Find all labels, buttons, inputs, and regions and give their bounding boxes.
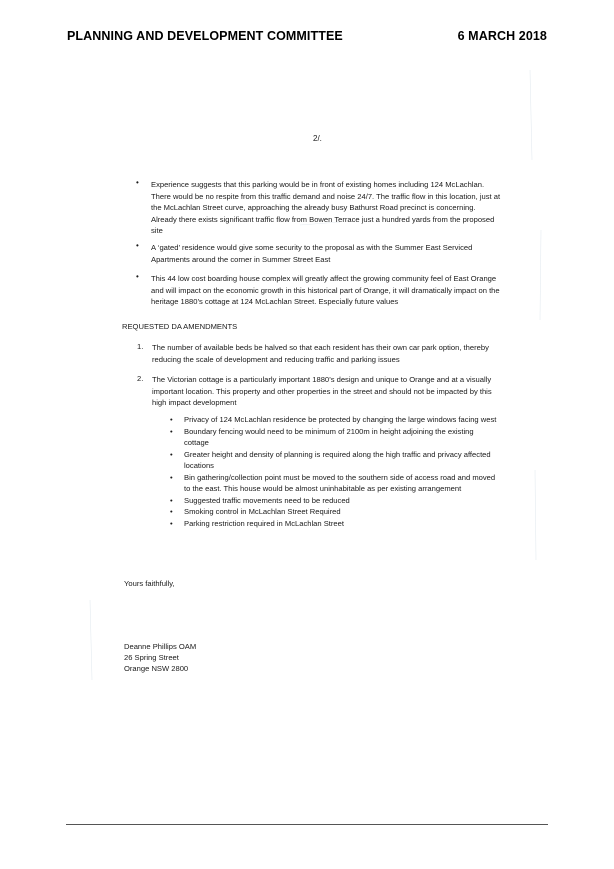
amendment-number: 1. <box>137 342 144 351</box>
list-item <box>170 449 500 472</box>
signatory-name: Deanne Phillips OAM <box>124 642 197 651</box>
committee-title: PLANNING AND DEVELOPMENT COMMITTEE <box>67 29 343 43</box>
list-item <box>170 495 500 507</box>
list-item <box>170 506 500 518</box>
footer-rule <box>66 824 548 825</box>
bullet-dot: • <box>170 495 173 505</box>
bullet-dot: • <box>136 241 139 250</box>
meeting-date: 6 MARCH 2018 <box>457 29 547 43</box>
amendment-text: The Victorian cottage is a particularly important 1880’s design and unique to Orange and at a visually important location. This property and other properties in the street and should not be impacted by this high impact development <box>152 375 492 407</box>
list-item <box>170 414 500 426</box>
bullet-dot: • <box>170 426 173 436</box>
list-item-text: Privacy of 124 McLachlan residence be protected by changing the large windows facing west <box>184 415 497 424</box>
list-item-text: Bin gathering/collection point must be moved to the southern side of access road and moved to the east. This house would be almost uninhabitable as per existing arrangement <box>184 472 496 493</box>
signatory-address-line-1: 26 Spring Street <box>124 653 179 662</box>
list-item-text: Greater height and density of planning is required along the high traffic and privacy affected locations <box>184 449 491 470</box>
list-item <box>170 426 500 449</box>
bullet-text: A ‘gated’ residence would give some security to the proposal as with the Summer East Serviced Apartments around the corner in Summer Street East <box>151 243 473 264</box>
list-item <box>170 518 500 530</box>
list-item-text: Smoking control in McLachlan Street Required <box>184 507 341 516</box>
bullet-text: This 44 low cost boarding house complex will greatly affect the growing community feel of East Orange and will impact on the economic growth in this historical part of Orange, it will dramatically impact on the heritage 1880’s cottage at 124 McLachlan Street. Especially future values <box>151 274 500 306</box>
list-item-text: Suggested traffic movements need to be reduced <box>184 495 350 505</box>
bullet-dot: • <box>170 415 173 424</box>
amendment-text: The number of available beds be halved so that each resident has their own car park option, thereby reducing the scale of development and reducing traffic and parking issues <box>152 343 489 364</box>
closing-line: Yours faithfully, <box>124 579 175 588</box>
list-item-text: Boundary fencing would need to be minimum of 2100m in height adjoining the existing cottage <box>184 426 474 447</box>
list-item <box>170 472 500 495</box>
bullet-text: Experience suggests that this parking would be in front of existing homes including 124 McLachlan. There would be no respite from this traffic demand and noise 24/7. The traffic flow in this location, just at the McLachlan Street curve, approaching the already busy Bathurst Road precinct is concerning. Already there exists significant traffic flow from Bowen Terrace just a hundred yards from the proposed site <box>151 180 501 235</box>
amendment-sub-list <box>170 414 500 529</box>
bullet-dot: • <box>136 272 139 281</box>
list-item-text: Parking restriction required in McLachlan Street <box>184 518 344 528</box>
bullet-dot: • <box>170 449 173 459</box>
bullet-dot: • <box>170 472 173 482</box>
amendment-number: 2. <box>137 374 144 383</box>
signatory-address-line-2: Orange NSW 2800 <box>124 664 189 673</box>
page-marker: 2/. <box>313 134 322 143</box>
section-heading: REQUESTED DA AMENDMENTS <box>122 322 238 331</box>
bullet-dot: • <box>170 518 173 528</box>
bullet-dot: • <box>136 178 139 187</box>
bullet-dot: • <box>170 507 173 516</box>
